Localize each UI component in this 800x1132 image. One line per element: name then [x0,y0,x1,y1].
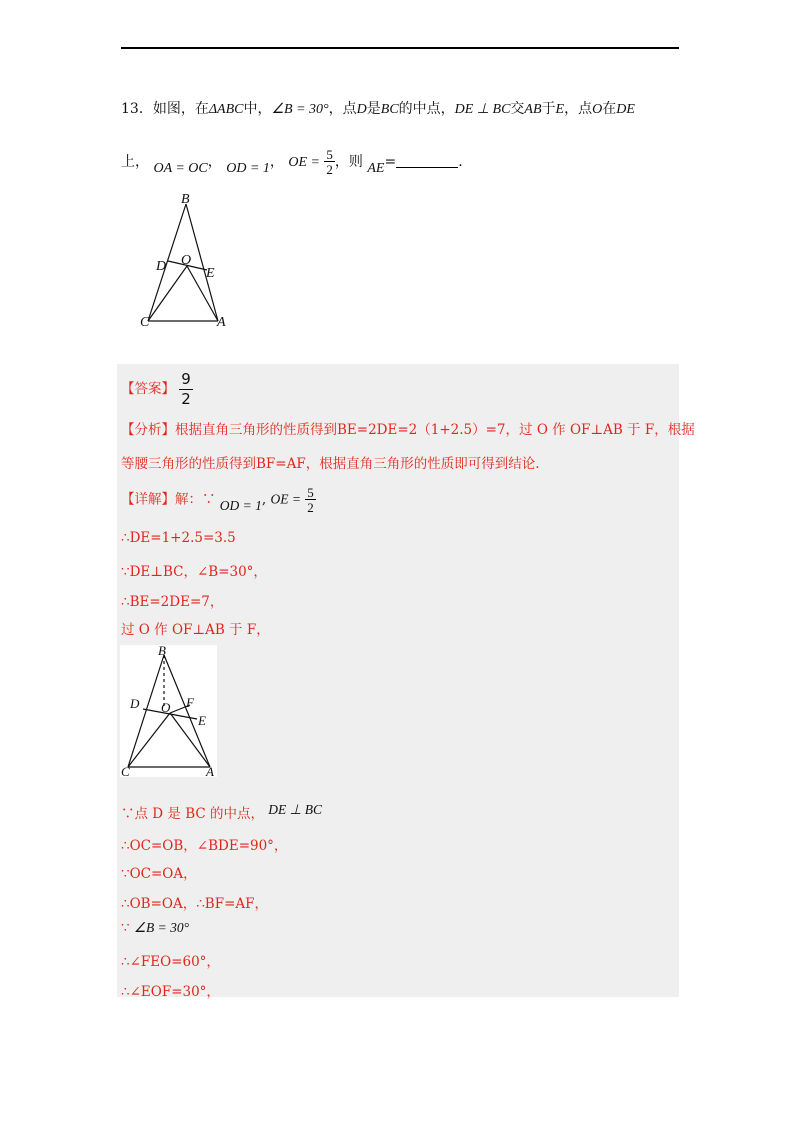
q-math-o: O [592,102,603,117]
fig2-label-o: O [161,700,171,715]
fig1-label-c: C [140,315,150,330]
q-math-de-perp-bc: DE ⊥ BC [454,102,511,117]
detail-step-2: ∵DE⊥BC，∠B=30°， [121,564,267,580]
fig1-label-o: O [181,253,192,268]
frac-denominator: 2 [326,162,333,177]
detail-step-8: ∴OB=OA，∴BF=AF， [121,896,269,912]
answer-denominator: 2 [181,390,191,408]
q-text: 交 [510,101,525,117]
analysis-line-1 [121,418,695,438]
analysis-text: 等腰三角形的性质得到BF=AF，根据直角三角形的性质即可得到结论. [121,456,540,472]
analysis-text: 根据直角三角形的性质得到BE=2DE=2（1+2.5）=7，过 O 作 OF⊥AB 于 F，根据 [175,422,695,438]
q-math-ab: AB [524,102,542,117]
q-text: 的中点， [398,101,455,117]
fig2-label-a: A [206,764,214,777]
detail-math-oe: OE = [270,491,301,507]
detail-tag: 【详解】 [121,491,175,508]
answer-fraction [179,372,193,407]
fig2-label-d: D [130,696,140,711]
fig1-label-b: B [181,192,190,207]
triangle-figure-1 [130,190,240,330]
fig2-label-e: E [198,713,206,728]
answer-blank [396,157,458,168]
question-line-2 [121,148,463,178]
q-math-od: OD = 1 [226,161,270,176]
frac-denominator: 2 [307,500,314,515]
detail-step-9 [121,920,189,936]
fig1-label-a: A [217,315,226,330]
q-math-oe: OE = [288,155,320,170]
q-math-oa-oc: OA = OC [153,161,208,176]
q-math-angle-b: ∠B = 30° [271,102,329,117]
q-text: ，则 [334,154,363,170]
q-text: 于 [541,101,556,117]
q-math-de: DE [616,102,635,117]
detail-step-10: ∴∠FEO=60°， [121,954,220,970]
answer-line [121,372,193,407]
fig2-label-f: F [186,695,194,710]
detail-text: 解：∵ [175,491,216,508]
detail-math-de-perp-bc: DE ⊥ BC [268,802,323,817]
q-text: ，点 [564,101,593,117]
q-math-triangle: ΔABC [208,102,244,117]
q-equals: = [384,154,397,170]
q-math-ae: AE [367,161,385,176]
detail-comma: , [261,491,267,508]
q-text: 在 [602,101,617,117]
frac-numerator: 5 [326,147,333,162]
detail-math-angle-b: ∠B = 30° [133,920,189,935]
detail-text: ∵ [121,920,130,936]
detail-step-1: ∴DE=1+2.5=3.5 [121,530,236,546]
detail-step-4: 过 O 作 OF⊥AB 于 F， [121,622,270,638]
q-math-d: D [356,102,367,117]
detail-math-od: OD = 1 [219,497,262,513]
answer-tag: 【答案】 [121,381,175,397]
q-text: 是 [366,101,381,117]
q-text: 如图，在 [152,101,209,117]
q-text: ， [207,154,222,170]
q-text: 中， [243,101,272,117]
q-text: ，点 [328,101,357,117]
detail-step-5 [121,802,322,822]
q-math-e: E [555,102,565,117]
q-text: ， [269,154,284,170]
question-line-1 [121,98,635,118]
fig1-label-d: D [156,259,167,274]
fig2-label-c: C [121,764,130,777]
question-number: 13． [121,101,153,117]
q-text: . [458,154,463,170]
q-text: 上， [121,154,149,170]
q-math-bc: BC [380,102,399,117]
detail-step-11: ∴∠EOF=30°， [121,984,220,1000]
analysis-tag: 【分析】 [121,422,175,438]
detail-fraction [305,486,316,514]
fig2-label-b: B [158,645,166,658]
analysis-line-2 [121,452,540,472]
fig1-label-e: E [206,266,215,281]
triangle-figure-2 [120,645,217,777]
answer-numerator: 9 [181,370,191,388]
detail-step-7: ∵OC=OA， [121,866,197,882]
q-fraction [324,148,335,176]
header-rule [121,47,679,49]
detail-step-3: ∴BE=2DE=7， [121,594,224,610]
detail-line-1 [121,486,316,514]
detail-text: ∵点 D 是 BC 的中点， [121,806,264,822]
frac-numerator: 5 [307,485,314,500]
detail-step-6: ∴OC=OB，∠BDE=90°， [121,838,288,854]
